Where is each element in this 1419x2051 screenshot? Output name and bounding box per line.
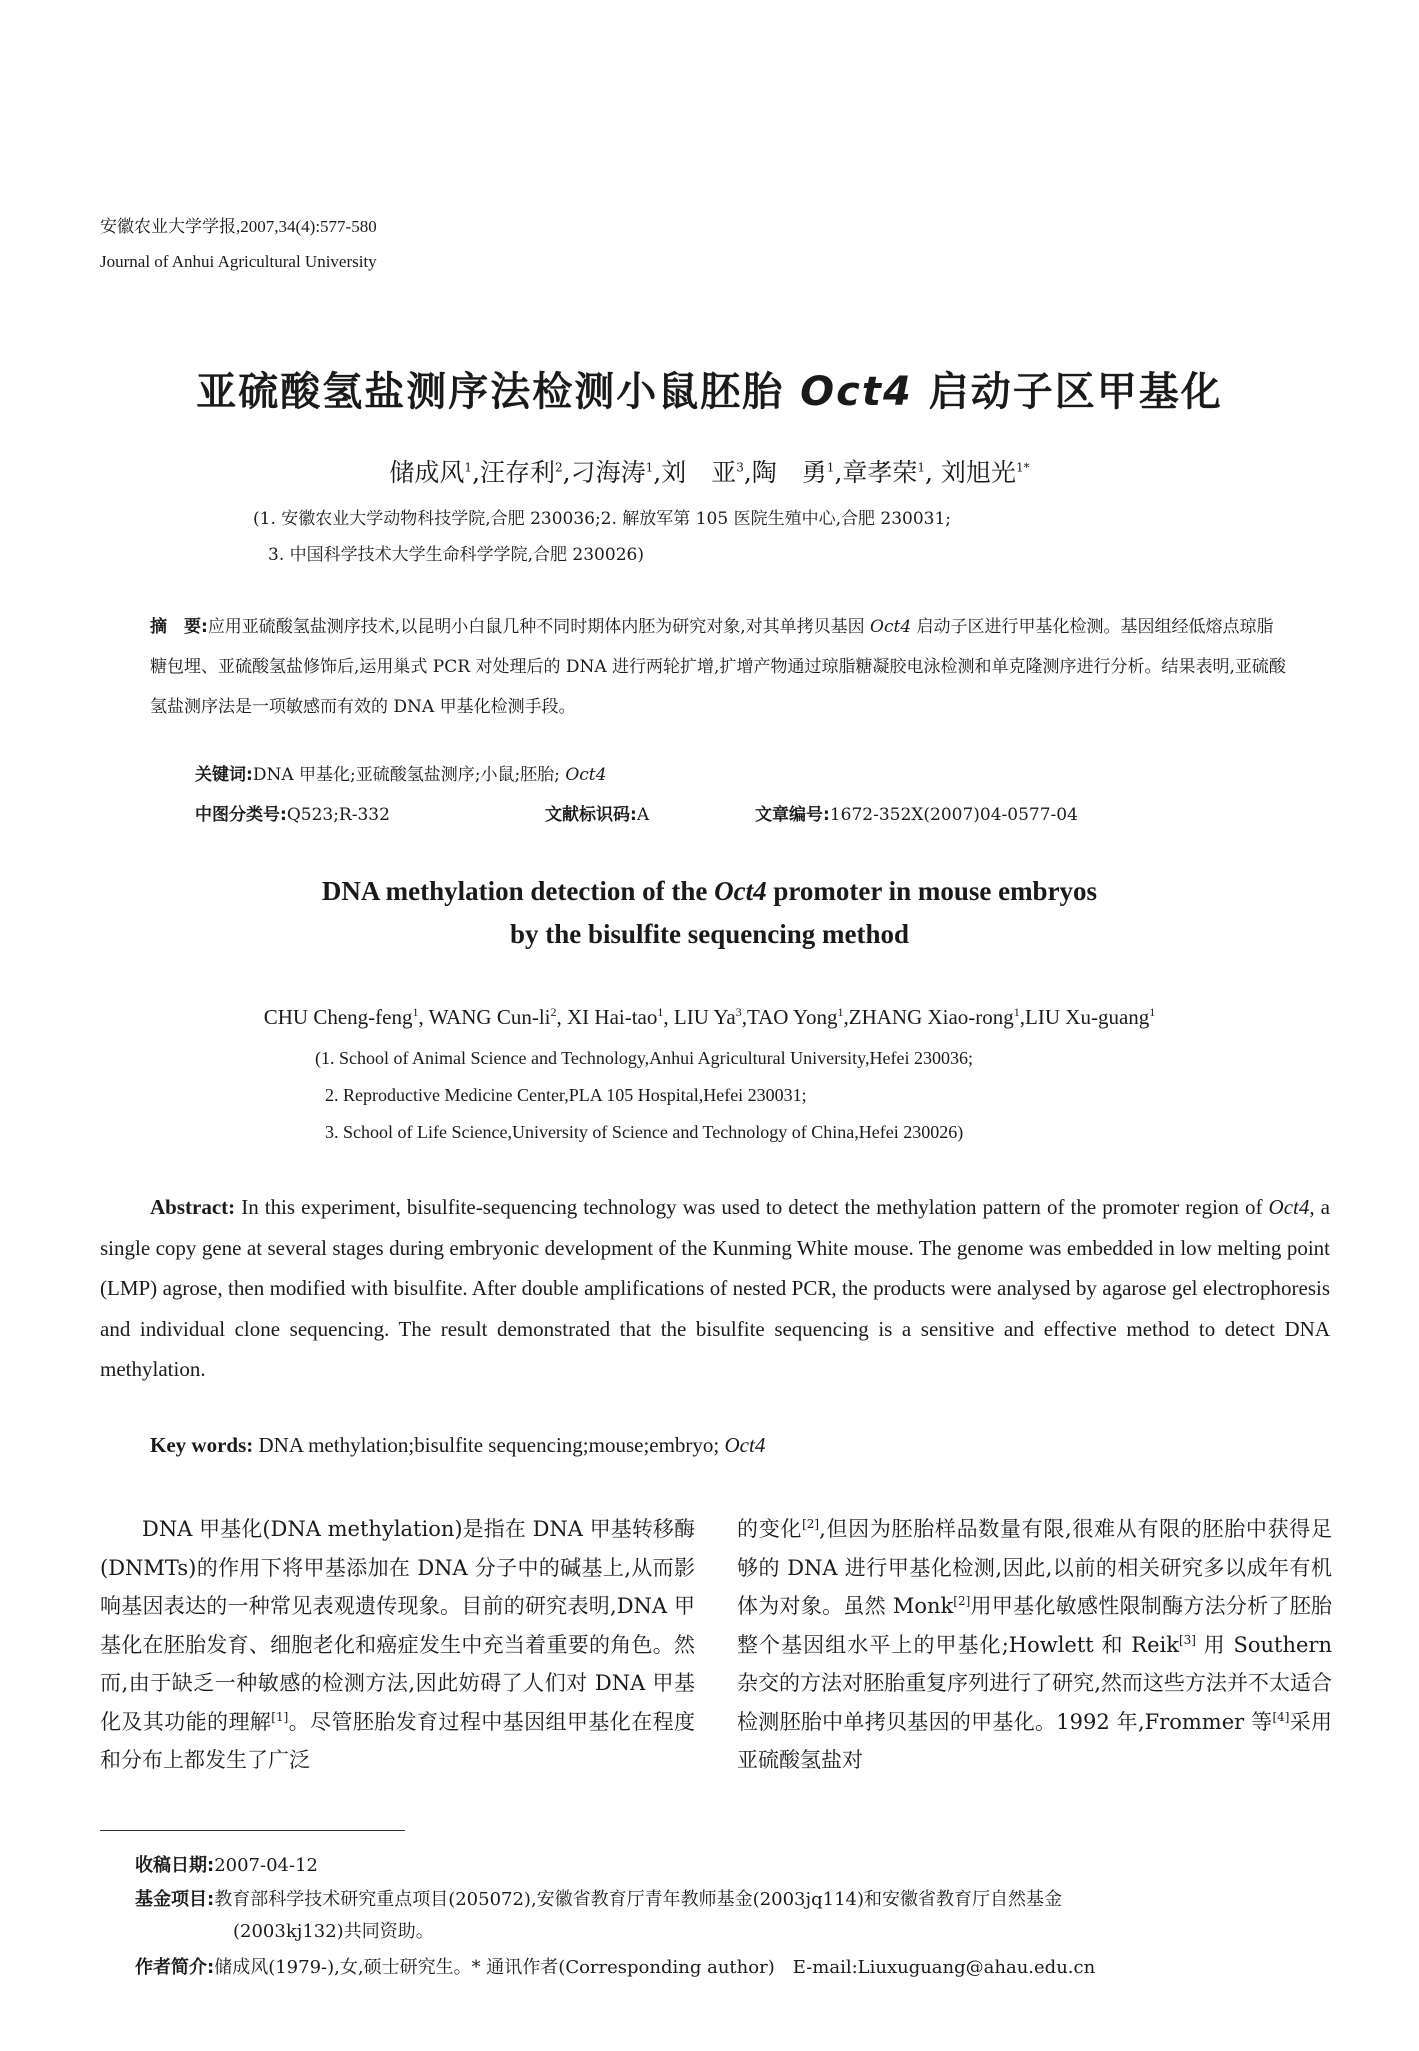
fund-label: 基金项目: bbox=[135, 1889, 215, 1910]
footnote-divider bbox=[100, 1830, 405, 1831]
citation-ref: [2] bbox=[802, 1517, 820, 1531]
abstract-cn-label: 摘 要: bbox=[150, 617, 208, 637]
author-bio-value: 储成风(1979-),女,硕士研究生。* 通讯作者(Corresponding author) E-mail:Liuxuguang@ahau.edu.cn bbox=[214, 1957, 1096, 1978]
author-en-sup: 1 bbox=[412, 1005, 419, 1019]
author-cn-sup: 2 bbox=[555, 460, 563, 475]
abstract-english bbox=[100, 1187, 1330, 1390]
document-code bbox=[545, 800, 649, 825]
title-cn-part1: 亚硫酸氢盐测序法检测小鼠胚胎 bbox=[196, 369, 801, 415]
affiliation-en-line2: 2. Reproductive Medicine Center,PLA 105 Hospital,Hefei 230031; bbox=[325, 1085, 807, 1105]
author-cn-sup: 1 bbox=[645, 460, 654, 475]
keywords-english bbox=[150, 1433, 765, 1458]
authors-chinese bbox=[0, 453, 1419, 489]
author-en: CHU Cheng-feng bbox=[263, 1005, 413, 1029]
author-en-sup: 1 bbox=[657, 1005, 664, 1019]
article-number-value: 1672-352X(2007)04-0577-04 bbox=[829, 805, 1078, 825]
citation-ref: [3] bbox=[1178, 1632, 1196, 1647]
title-chinese bbox=[0, 360, 1419, 417]
author-en: ,LIU Xu-guang bbox=[1019, 1005, 1150, 1029]
author-cn: ,章孝荣 bbox=[834, 458, 918, 487]
doc-code-label: 文献标识码: bbox=[545, 805, 637, 825]
article-number bbox=[755, 800, 1078, 825]
footnote-author bbox=[135, 1952, 1095, 1984]
author-cn: 储成风 bbox=[389, 458, 465, 487]
footnote-fund-continued: (2003kj132)共同资助。 bbox=[233, 1921, 434, 1942]
affiliation-en-line1: (1. School of Animal Science and Technology,Anhui Agricultural University,Hefei 230036; bbox=[315, 1048, 973, 1068]
abstract-chinese bbox=[150, 607, 1290, 727]
body-col2-text-d: 用 Southern 杂交的方法对胚胎重复序列进行了研究,然而这些方法并不太适合检测胚胎中单拷贝基因的甲基化。1992 年,Frommer 等 bbox=[737, 1632, 1332, 1734]
author-cn-sup: 1* bbox=[1015, 460, 1030, 475]
author-cn: ,刁海涛 bbox=[562, 458, 646, 487]
journal-citation: 安徽农业大学学报,2007,34(4):577-580 bbox=[100, 217, 377, 236]
author-en: ,ZHANG Xiao-rong bbox=[843, 1005, 1014, 1029]
keywords-cn-gene: Oct4 bbox=[565, 765, 607, 785]
author-cn: , 刘旭光 bbox=[925, 458, 1016, 487]
keywords-en-gene: Oct4 bbox=[724, 1433, 766, 1457]
body-col1-text-a: DNA 甲基化(DNA methylation)是指在 DNA 甲基转移酶(DNMTs)的作用下将甲基添加在 DNA 分子中的碱基上,从而影响基因表达的一种常见表观遗传现象。目前的研究表明,DNA 甲基化在胚胎发育、细胞老化和癌症发生中充当着重要的角色。然而,由于缺乏一种敏感的检测方法,因此妨碍了人们对 DNA 甲基化及其功能的理解 bbox=[100, 1517, 695, 1734]
author-cn: ,汪存利 bbox=[472, 458, 556, 487]
citation-ref: [1] bbox=[271, 1709, 289, 1724]
keywords-en-label: Key words: bbox=[150, 1433, 254, 1457]
body-column-right bbox=[737, 1510, 1332, 1780]
title-english-line2: by the bisulfite sequencing method bbox=[509, 919, 910, 949]
abstract-en-gene: Oct4 bbox=[1268, 1195, 1310, 1219]
fund-value: 教育部科学技术研究重点项目(205072),安徽省教育厅青年教师基金(2003jq114)和安徽省教育厅自然基金 bbox=[214, 1889, 1062, 1910]
author-en: , LIU Ya bbox=[663, 1005, 736, 1029]
clc-label: 中图分类号: bbox=[195, 805, 287, 825]
journal-name: Journal of Anhui Agricultural University bbox=[100, 252, 377, 271]
author-cn: ,陶 勇 bbox=[743, 458, 827, 487]
author-en-sup: 1 bbox=[1013, 1005, 1020, 1019]
title-english-line1 bbox=[0, 876, 1419, 907]
title-cn-part2: 启动子区甲基化 bbox=[912, 369, 1223, 415]
affiliation-en-line3: 3. School of Life Science,University of Science and Technology of China,Hefei 230026) bbox=[325, 1122, 964, 1142]
affiliation-cn-line2: 3. 中国科学技术大学生命科学学院,合肥 230026) bbox=[268, 545, 644, 565]
footnote-received bbox=[135, 1850, 318, 1882]
title-en-gene: Oct4 bbox=[714, 876, 767, 906]
body-col2-text-e: 采用亚硫酸氢盐对 bbox=[737, 1709, 1333, 1772]
body-col2-text-b: ,但因为胚胎样品数量有限,很难从有限的胚胎中获得足够的 DNA 进行甲基化检测,因此,以前的相关研究多以成年有机体为对象。虽然 Monk bbox=[737, 1517, 1332, 1618]
abstract-cn-text1: 应用亚硫酸氢盐测序技术,以昆明小白鼠几种不同时期体内胚为研究对象,对其单拷贝基因 bbox=[207, 617, 871, 637]
author-bio-label: 作者简介: bbox=[135, 1957, 215, 1978]
clc-value: Q523;R-332 bbox=[286, 805, 390, 825]
abstract-en-text1: In this experiment, bisulfite-sequencing technology was used to detect the methylation pattern of the promoter region of bbox=[235, 1195, 1269, 1219]
authors-english bbox=[0, 1005, 1419, 1030]
keywords-cn-label: 关键词: bbox=[195, 765, 253, 785]
title-en-part2: promoter in mouse embryos bbox=[766, 876, 1098, 906]
abstract-cn-text2: 启动子区进行甲基化检测。基因组经低熔点琼脂糖包埋、亚硫酸氢盐修饰后,运用巢式 PCR 对处理后的 DNA 进行两轮扩增,扩增产物通过琼脂糖凝胶电泳检测和单克隆测序进行分析。结果表明,亚硫酸氢盐测序法是一项敏感而有效的 DNA 甲基化检测手段。 bbox=[150, 617, 1286, 717]
body-col1-text-b: 。尽管胚胎发育过程中基因组甲基化在程度和分布上都发生了广泛 bbox=[100, 1709, 696, 1772]
author-cn: ,刘 亚 bbox=[653, 458, 737, 487]
abstract-cn-gene: Oct4 bbox=[870, 617, 912, 637]
body-col2-text-a: 的变化 bbox=[737, 1517, 803, 1541]
author-cn-sup: 3 bbox=[736, 460, 744, 475]
doc-code-value: A bbox=[636, 805, 650, 825]
author-cn-sup: 1 bbox=[826, 460, 835, 475]
author-en-sup: 2 bbox=[550, 1005, 557, 1019]
author-en-sup: 1 bbox=[837, 1005, 844, 1019]
author-en-sup: 3 bbox=[735, 1005, 742, 1019]
author-en-sup: 1 bbox=[1149, 1005, 1156, 1019]
citation-ref: [2] bbox=[953, 1594, 971, 1608]
citation-ref: [4] bbox=[1272, 1709, 1290, 1724]
author-en: , XI Hai-tao bbox=[556, 1005, 658, 1029]
body-col2-text-c: 用甲基化敏感性限制酶方法分析了胚胎整个基因组水平上的甲基化;Howlett 和 Reik bbox=[737, 1594, 1333, 1657]
footnote-fund bbox=[135, 1884, 1062, 1916]
author-en: , WANG Cun-li bbox=[418, 1005, 551, 1029]
received-value: 2007-04-12 bbox=[214, 1855, 318, 1876]
title-cn-gene: Oct4 bbox=[800, 369, 913, 415]
author-cn-sup: 1 bbox=[917, 460, 926, 475]
keywords-en-text: DNA methylation;bisulfite sequencing;mouse;embryo; bbox=[253, 1433, 725, 1457]
clc-number bbox=[195, 800, 390, 825]
keywords-chinese bbox=[195, 760, 606, 785]
received-label: 收稿日期: bbox=[135, 1855, 215, 1876]
abstract-en-label: Abstract: bbox=[150, 1195, 236, 1219]
title-en-part1: DNA methylation detection of the bbox=[321, 876, 715, 906]
affiliation-cn-line1: (1. 安徽农业大学动物科技学院,合肥 230036;2. 解放军第 105 医院生殖中心,合肥 230031; bbox=[253, 509, 951, 529]
keywords-cn-text: DNA 甲基化;亚硫酸氢盐测序;小鼠;胚胎; bbox=[252, 765, 566, 785]
abstract-en-text2: , a single copy gene at several stages during embryonic development of the Kunming White mouse. The genome was embedded in low melting point (LMP) agrose, then modified with bisulfite. After double amplifications of nested PCR, the products were analysed by agarose gel electrophoresis and individual clone sequencing. The result demonstrated that the bisulfite sequencing is a sensitive and effective method to detect DNA methylation. bbox=[100, 1195, 1330, 1381]
body-column-left bbox=[100, 1510, 695, 1780]
article-number-label: 文章编号: bbox=[755, 805, 830, 825]
author-cn-sup: 1 bbox=[464, 460, 473, 475]
author-en: ,TAO Yong bbox=[741, 1005, 838, 1029]
